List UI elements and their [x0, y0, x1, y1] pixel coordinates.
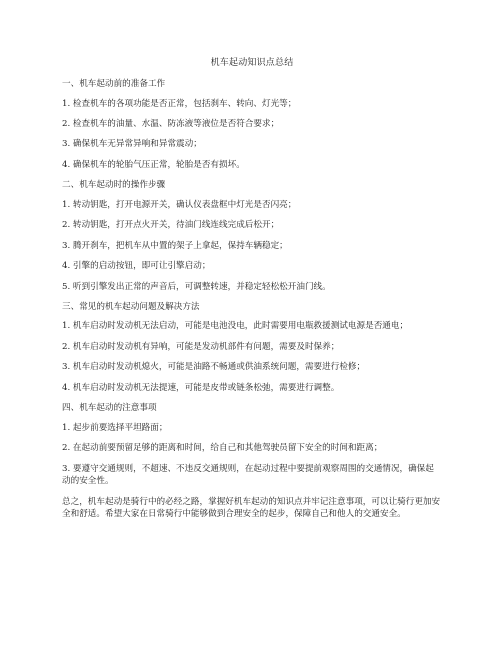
list-item: 4. 引擎的启动按钮，即可让引擎启动；	[62, 261, 211, 272]
section-heading: 三、常见的机车起动问题及解决方法	[62, 302, 200, 313]
section-startup-steps	[62, 179, 442, 293]
list-item: 3. 机车启动时发动机熄火，可能是油路不畅通或供油系统问题，需要进行检修；	[62, 362, 366, 373]
section-precautions	[62, 402, 442, 487]
section-heading: 一、机车起动前的准备工作	[62, 79, 166, 90]
section-heading: 二、机车起动时的操作步骤	[62, 180, 166, 191]
section-preparation	[62, 78, 442, 171]
document-title: 机车起动知识点总结	[210, 58, 294, 68]
list-item: 3. 确保机车无异常异响和异常震动；	[62, 139, 202, 150]
list-item: 4. 机车启动时发动机无法提速，可能是皮带或链条松弛，需要进行调整。	[62, 382, 340, 393]
list-item: 2. 检查机车的油量、水温、防冻液等液位是否符合要求；	[62, 118, 280, 129]
list-item: 2. 转动钥匙，打开点火开关，待油门线连线完成后松开；	[62, 220, 280, 231]
list-item: 1. 起步前要选择平坦路面；	[62, 422, 168, 433]
list-item: 2. 在起动前要预留足够的距离和时间，给自己和其他驾驶员留下安全的时间和距离；	[62, 443, 383, 454]
section-common-problems	[62, 301, 442, 394]
list-item: 3. 要遵守交通规则，不超速、不违反交通规则，在起动过程中要提前观察周围的交通情况，确保起动的安全性。	[62, 463, 434, 487]
list-item: 5. 听到引擎发出正常的声音后，可调整转速，并稳定轻松松开油门线。	[62, 281, 331, 292]
list-item: 1. 机车启动时发动机无法启动，可能是电池没电，此时需要用电瓶救援测试电源是否通电；	[62, 321, 409, 332]
list-item: 4. 确保机车的轮胎气压正常，轮胎是否有损坏。	[62, 159, 245, 170]
summary-paragraph: 总之，机车起动是骑行中的必经之路，掌握好机车起动的知识点并牢记注意事项，可以让骑行更加安全和舒适。希望大家在日常骑行中能够做到合理安全的起步，保障自己和他人的交通安全。	[62, 496, 441, 520]
section-heading: 四、机车起动的注意事项	[62, 403, 157, 414]
list-item: 2. 机车启动时发动机有异响，可能是发动机部件有问题，需要及时保养；	[62, 341, 340, 352]
list-item: 1. 转动钥匙，打开电源开关，确认仪表盘框中灯光是否闪亮；	[62, 199, 297, 210]
list-item: 1. 检查机车的各项功能是否正常，包括刹车、转向、灯光等；	[62, 98, 297, 109]
list-item: 3. 腾开刹车，把机车从中置的架子上拿起，保持车辆稳定；	[62, 240, 288, 251]
